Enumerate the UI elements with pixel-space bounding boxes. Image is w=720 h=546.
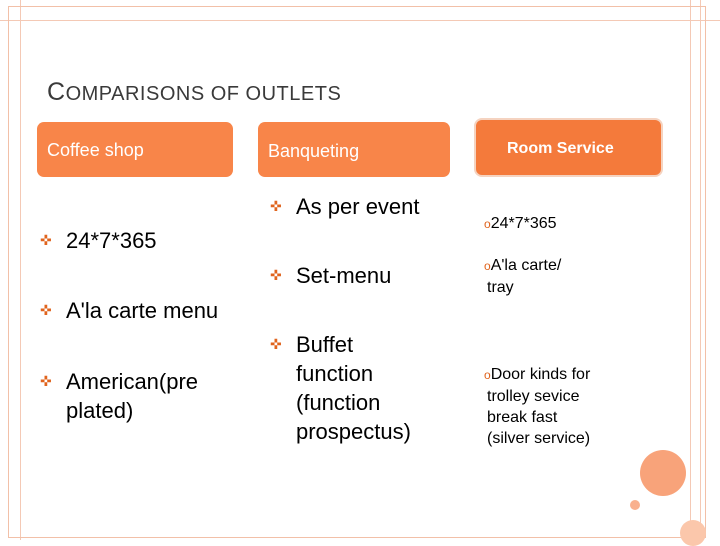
tab-coffee-shop-label: Coffee shop [47, 140, 144, 160]
banquet-item-text: As per event [296, 194, 420, 219]
room-service-item-1 [484, 192, 684, 235]
slide-title [47, 78, 341, 107]
tab-coffee-shop [37, 122, 233, 177]
bullet-icon: ✜ [270, 267, 282, 283]
bullet-icon: ✜ [40, 302, 52, 318]
sub-bullet-icon: o [484, 217, 491, 231]
bullet-icon: ✜ [40, 232, 52, 248]
room-service-item-3 [484, 343, 684, 449]
coffee-item-text: 24*7*365 [66, 228, 157, 253]
tab-room-service-label: Room Service [507, 140, 614, 157]
decor-circle-large [640, 450, 686, 496]
title-first-letter: C [47, 78, 66, 106]
title-rest: OMPARISONS OF OUTLETS [65, 83, 342, 105]
coffee-item-text: A'la carte menu [66, 298, 219, 323]
tab-banqueting-label: Banqueting [268, 141, 360, 161]
tab-banqueting [258, 122, 450, 177]
coffee-item-text: American(pre plated) [66, 369, 199, 423]
room-service-item-text-cont: tray [487, 279, 514, 296]
sub-bullet-icon: o [484, 259, 491, 273]
banquet-item-text: Buffet function (function prospectus) [296, 332, 411, 444]
bullet-icon: ✜ [270, 336, 282, 352]
room-service-item-2 [484, 234, 684, 298]
sub-bullet-icon: o [484, 368, 491, 382]
room-service-item-text: 24*7*365 [490, 215, 557, 232]
decor-circle-small [630, 500, 640, 510]
decor-circle-medium [680, 520, 706, 546]
banquet-item-text: Set-menu [296, 263, 392, 288]
room-service-item-text: A'la carte/ [490, 257, 562, 274]
room-service-item-text: Door kinds for [490, 366, 591, 383]
bullet-icon: ✜ [40, 373, 52, 389]
room-service-item-text-cont: trolley sevice break fast (silver service) [487, 388, 591, 447]
tab-room-service [474, 118, 663, 177]
bullet-icon: ✜ [270, 198, 282, 214]
